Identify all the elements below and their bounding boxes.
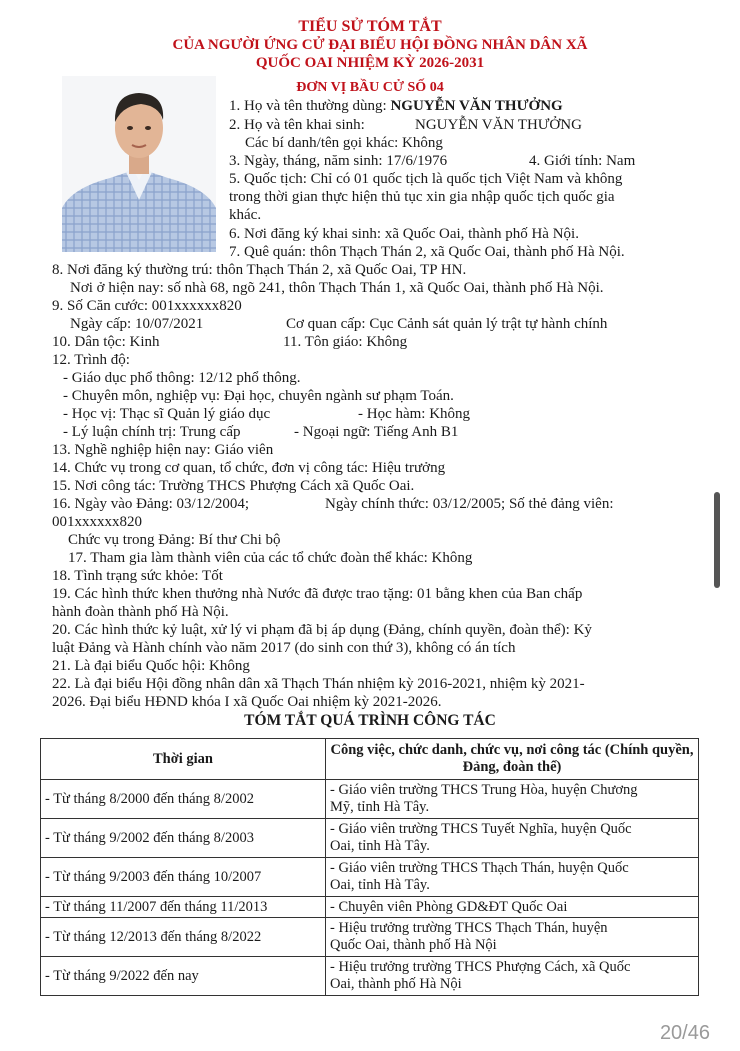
bio-general-education: - Giáo dục phổ thông: 12/12 phổ thông. [63,370,301,386]
column-header-job: Công việc, chức danh, chức vụ, nơi công tác (Chính quyền, Đảng, đoàn thể) [326,739,699,780]
row-job: - Chuyên viên Phòng GD&ĐT Quốc Oai [326,897,699,918]
bio-ethnicity: 10. Dân tộc: Kinh [52,334,160,350]
bio-awards-line2: hành đoàn thành phố Hà Nội. [52,604,229,620]
bio-education-heading: 12. Trình độ: [52,352,130,368]
doc-subtitle: CỦA NGƯỜI ỨNG CỬ ĐẠI BIỂU HỘI ĐỒNG NHÂN DÂN XÃ [172,37,588,53]
bio-birth-date: 3. Ngày, tháng, năm sinh: 17/6/1976 [229,153,448,169]
bio-party-card-number: 001xxxxxx820 [52,514,142,530]
row-job: - Giáo viên trường THCS Trung Hòa, huyện Chương Mỹ, tỉnh Hà Tây. [326,780,699,819]
bio-council-line1: 22. Là đại biểu Hội đồng nhân dân xã Thạch Thán nhiệm kỳ 2016-2021, nhiệm kỳ 2021- [52,676,585,692]
page-indicator: 20/46 [659,1022,710,1044]
table-header-row [41,739,699,780]
column-header-time: Thời gian [41,739,326,780]
bio-birth-name-value: NGUYỄN VĂN THƯỞNG [415,117,582,133]
bio-hometown: 7. Quê quán: thôn Thạch Thán 2, xã Quốc Oai, thành phố Hà Nội. [229,244,625,260]
bio-party-official-date: Ngày chính thức: 03/12/2005; Số thẻ đảng viên: [325,496,614,512]
bio-degree: - Học vị: Thạc sĩ Quản lý giáo dục [63,406,271,422]
scrollbar-thumb[interactable] [714,492,720,588]
row-time: - Từ tháng 9/2002 đến tháng 8/2003 [41,819,326,858]
row-job: - Hiệu trưởng trường THCS Thạch Thán, huyện Quốc Oai, thành phố Hà Nội [326,918,699,957]
doc-title: TIỂU SỬ TÓM TẮT [298,18,442,35]
bio-council-line2: 2026. Đại biểu HĐND khóa I xã Quốc Oai nhiệm kỳ 2021-2026. [52,694,442,710]
candidate-portrait-photo [62,76,216,252]
bio-position: 14. Chức vụ trong cơ quan, tổ chức, đơn vị công tác: Hiệu trưởng [52,460,446,476]
bio-awards-line1: 19. Các hình thức khen thưởng nhà Nước đã được trao tặng: 01 bằng khen của Ban chấp [52,586,583,602]
bio-birth-registration: 6. Nơi đăng ký khai sinh: xã Quốc Oai, thành phố Hà Nội. [229,226,579,242]
table-row [41,918,699,957]
bio-discipline-line2: luật Đảng và Hành chính vào năm 2017 (do sinh con thứ 3), không có án tích [52,640,516,656]
doc-term: QUỐC OAI NHIỆM KỲ 2026-2031 [255,55,485,71]
bio-workplace: 15. Nơi công tác: Trường THCS Phượng Cách xã Quốc Oai. [52,478,415,494]
bio-id-number: 9. Số Căn cước: 001xxxxxx820 [52,298,242,314]
bio-common-name: 1. Họ và tên thường dùng: NGUYỄN VĂN THƯỞNG [229,98,563,114]
bio-academic-title: - Học hàm: Không [358,406,471,422]
bio-nationality-line3: khác. [229,207,262,223]
bio-national-assembly: 21. Là đại biểu Quốc hội: Không [52,658,250,674]
bio-id-issue-date: Ngày cấp: 10/07/2021 [70,316,204,332]
bio-gender: 4. Giới tính: Nam [529,153,636,169]
work-history-table [40,738,699,996]
bio-current-residence: Nơi ở hiện nay: số nhà 68, ngõ 241, thôn Thạch Thán 1, xã Quốc Oai, thành phố Hà Nội. [70,280,604,296]
row-time: - Từ tháng 11/2007 đến tháng 11/2013 [41,897,326,918]
bio-religion: 11. Tôn giáo: Không [283,334,408,350]
table-row [41,858,699,897]
row-time: - Từ tháng 9/2003 đến tháng 10/2007 [41,858,326,897]
bio-organizations: 17. Tham gia làm thành viên của các tổ chức đoàn thể khác: Không [68,550,473,566]
table-row [41,897,699,918]
bio-specialization: - Chuyên môn, nghiệp vụ: Đại học, chuyên ngành sư phạm Toán. [63,388,454,404]
table-row [41,819,699,858]
bio-nationality-line1: 5. Quốc tịch: Chỉ có 01 quốc tịch là quốc tịch Việt Nam và không [229,171,623,187]
bio-nationality-line2: trong thời gian thực hiện thủ tục xin gia nhập quốc tịch quốc gia [229,189,615,205]
electoral-unit: ĐƠN VỊ BẦU CỬ SỐ 04 [296,80,444,95]
bio-permanent-residence: 8. Nơi đăng ký thường trú: thôn Thạch Thán 2, xã Quốc Oai, TP HN. [52,262,467,278]
work-history-title: TÓM TẮT QUÁ TRÌNH CÔNG TÁC [244,712,496,729]
bio-birth-name-label: 2. Họ và tên khai sinh: [229,117,365,133]
bio-health: 18. Tình trạng sức khỏe: Tốt [52,568,223,584]
bio-political-theory: - Lý luận chính trị: Trung cấp [63,424,241,440]
table-row [41,780,699,819]
row-time: - Từ tháng 12/2013 đến tháng 8/2022 [41,918,326,957]
candidate-name: NGUYỄN VĂN THƯỞNG [390,98,563,114]
bio-alias: Các bí danh/tên gọi khác: Không [245,135,443,151]
row-time: - Từ tháng 8/2000 đến tháng 8/2002 [41,780,326,819]
bio-occupation: 13. Nghề nghiệp hiện nay: Giáo viên [52,442,274,458]
bio-party-position: Chức vụ trong Đảng: Bí thư Chi bộ [68,532,281,548]
bio-discipline-line1: 20. Các hình thức kỷ luật, xử lý vi phạm đã bị áp dụng (Đảng, chính quyền, đoàn thể): Kỷ [52,622,592,638]
bio-foreign-language: - Ngoại ngữ: Tiếng Anh B1 [294,424,459,440]
row-job: - Giáo viên trường THCS Tuyết Nghĩa, huyện Quốc Oai, tỉnh Hà Tây. [326,819,699,858]
bio-id-issuer: Cơ quan cấp: Cục Cảnh sát quản lý trật tự hành chính [286,316,608,332]
row-time: - Từ tháng 9/2022 đến nay [41,957,326,996]
table-row [41,957,699,996]
row-job: - Giáo viên trường THCS Thạch Thán, huyện Quốc Oai, tỉnh Hà Tây. [326,858,699,897]
row-job: - Hiệu trưởng trường THCS Phượng Cách, xã Quốc Oai, thành phố Hà Nội [326,957,699,996]
bio-party-join-date: 16. Ngày vào Đảng: 03/12/2004; [52,496,250,512]
